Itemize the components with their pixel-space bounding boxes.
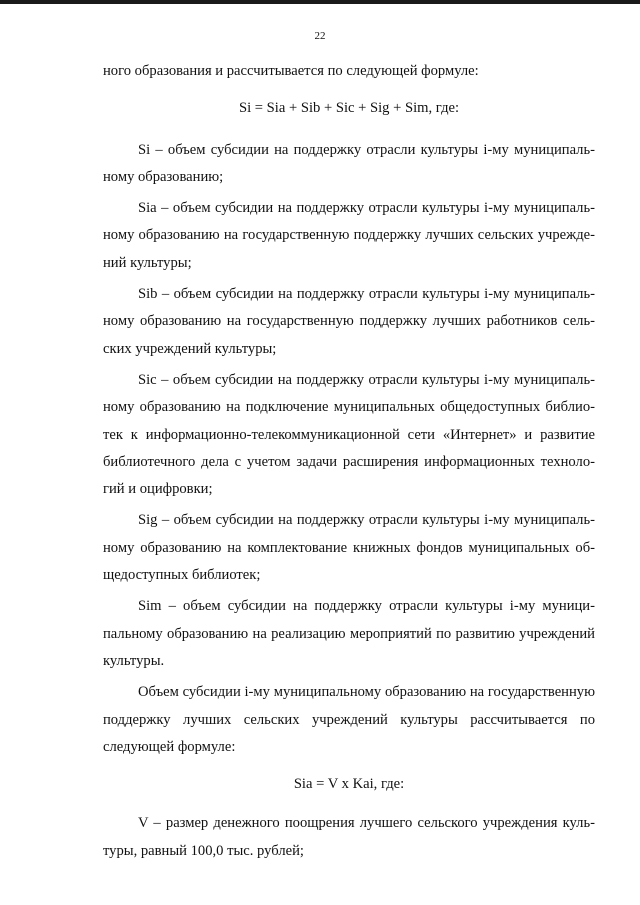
- document-body: [103, 58, 595, 865]
- formula-si: Si = Sia + Sib + Sic + Sig + Sim, где:: [238, 100, 460, 117]
- formula-sia: Sia = V x Kai, где:: [293, 776, 405, 793]
- definition-sig: Sig – объем субсидии на поддержку отрасли культуры i-му муниципальному образованию на комплектование книжных фондов муниципальных общедоступных библиотек;: [103, 512, 595, 584]
- top-border-line: [0, 0, 640, 4]
- definition-sia: Sia – объем субсидии на поддержку отрасли культуры i-му муниципальному образованию на государственную поддержку лучших сельских учреждений культуры;: [103, 200, 595, 271]
- definition-sim: Sim – объем субсидии на поддержку отрасли культуры i-му муниципальному образованию на реализацию мероприятий по развитию учреждений культуры.: [103, 598, 595, 669]
- definition-v: V – размер денежного поощрения лучшего сельского учреждения культуры, равный 100,0 тыс. рублей;: [103, 815, 595, 859]
- definition-si: Si – объем субсидии на поддержку отрасли культуры i-му муниципальному образованию;: [103, 141, 595, 185]
- intro-paragraph: ного образования и рассчитывается по следующей формуле:: [103, 63, 479, 79]
- definition-sic: Sic – объем субсидии на поддержку отрасли культуры i-му муниципальному образованию на подключение муниципальных общедоступных библиотек к информационно-телекоммуникационной сети «Интернет» и развитие библиотечного дела с учетом задачи расширения информационных технологий и оцифровки;: [103, 371, 595, 498]
- definition-sib: Sib – объем субсидии на поддержку отрасли культуры i-му муниципальному образованию на государственную поддержку лучших работников сельских учреждений культуры;: [103, 286, 595, 357]
- page-number: 22: [314, 30, 326, 42]
- sia-calculation-intro: Объем субсидии i-му муниципальному образованию на государственную поддержку лучших сельских учреждений культуры рассчитывается по следующей формуле:: [103, 684, 595, 755]
